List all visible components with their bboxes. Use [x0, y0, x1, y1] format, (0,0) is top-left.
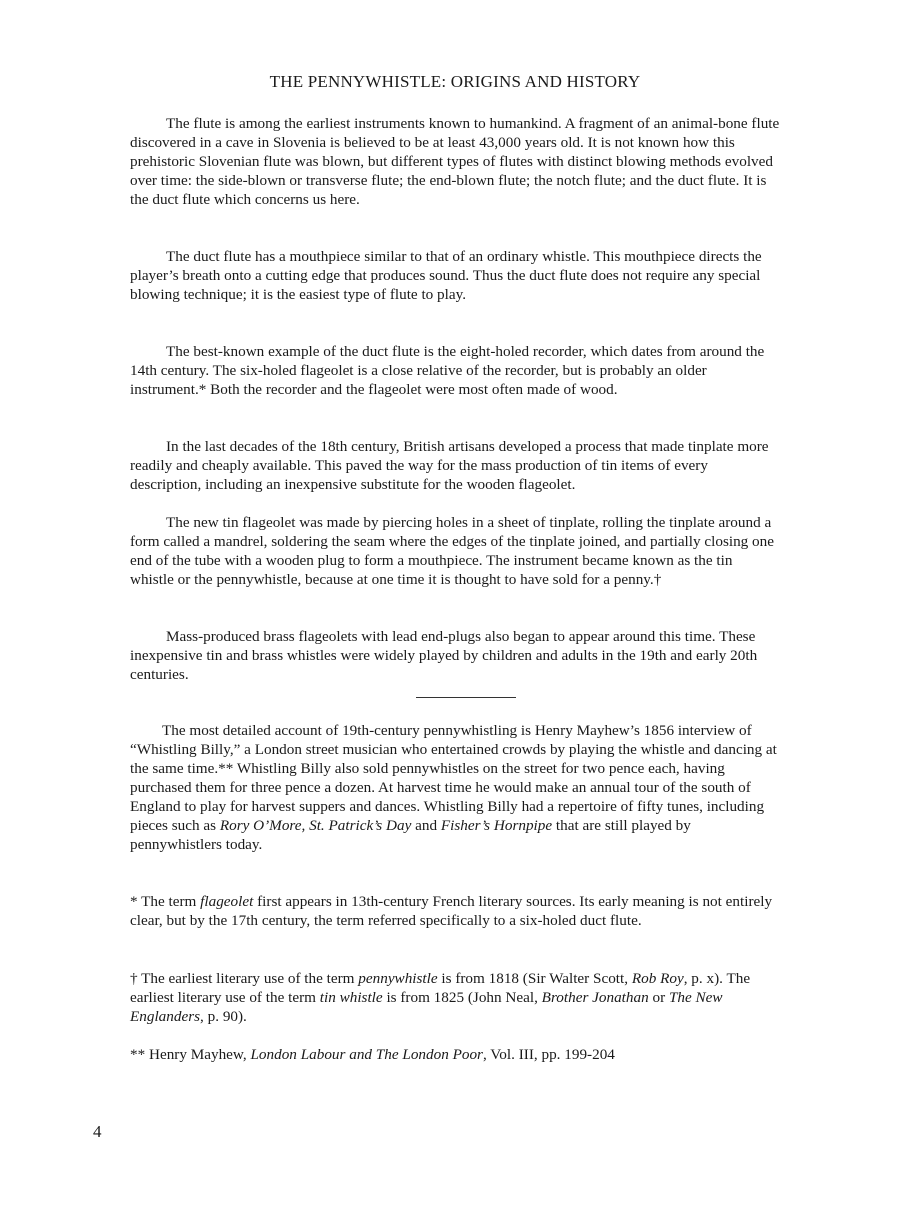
paragraph-tinplate: In the last decades of the 18th century, British artisans developed a process that made tinplate more readily and cheaply available. This paved the way for the mass production of tin items of every description, including an inexpensive substitute for the wooden flageolet.	[130, 438, 769, 493]
paragraph-recorder-flageolet: The best-known example of the duct flute is the eight-holed recorder, which dates from around the 14th century. The six-holed flageolet is a close relative of the recorder, but is probably an older instrument.* Both the recorder and the flageolet were most often made of wood.	[130, 343, 765, 398]
paragraph-tin-flageolet: The new tin flageolet was made by piercing holes in a sheet of tinplate, rolling the tinplate around a form called a mandrel, soldering the seam where the edges of the tinplate joined, and partially closing one end of the tube with a wooden plug to form a mouthpiece. The instrument became known as the tin whistle or the pennywhistle, because at one time it is thought to have sold for a penny.†	[130, 514, 774, 588]
footnote-term: flageolet	[200, 893, 254, 910]
footnote-book-title: London Labour and The London Poor	[250, 1046, 483, 1063]
paragraph-brass-flageolets: Mass-produced brass flageolets with lead end-plugs also began to appear around this time. These inexpensive tin and brass whistles were widely played by children and adults in the 19th and early 20th centuries.	[130, 628, 758, 683]
footnote-pennywhistle	[130, 969, 780, 1026]
footnote-flageolet	[130, 892, 780, 930]
footnote-text: or	[648, 989, 669, 1006]
footnote-book-title: Brother Jonathan	[541, 989, 649, 1006]
mayhew-text-1: The most detailed account of 19th-century pennywhistling is Henry Mayhew’s 1856 interview of “Whistling Billy,” a London street musician who entertained crowds by playing the whistle and dancing at the same time.** Whistling Billy also sold pennywhistles on the street for two pence each, having purchased them for three pence a dozen. At harvest time he would make an annual tour of the south of England to play for harvest suppers and dances. Whistling Billy had a repertoire of fifty tunes, including pieces such as	[130, 722, 777, 834]
paragraph-flute-origins: The flute is among the earliest instruments known to humankind. A fragment of an animal-bone flute discovered in a cave in Slovenia is believed to be at least 43,000 years old. It is not known how this prehistoric Slovenian flute was blown, but different types of flutes with distinct blowing methods evolved over time: the side-blown or transverse flute; the end-blown flute; the notch flute; and the duct flute. It is the duct flute which concerns us here.	[130, 115, 780, 208]
footnote-mayhew	[130, 1045, 780, 1064]
section-divider	[416, 697, 516, 698]
footnote-text: ** Henry Mayhew,	[130, 1046, 251, 1063]
footnote-term: pennywhistle	[358, 970, 438, 987]
footnote-text: is from 1818 (Sir Walter Scott,	[437, 970, 632, 987]
paragraph-duct-flute: The duct flute has a mouthpiece similar to that of an ordinary whistle. This mouthpiece directs the player’s breath onto a cutting edge that produces sound. Thus the duct flute does not require any special blowing technique; it is the easiest type of flute to play.	[130, 248, 762, 303]
footnote-text: , p. 90).	[200, 1008, 247, 1025]
tune-title-rory-omore: Rory O’More, St. Patrick’s Day	[219, 817, 412, 834]
page-number: 4	[93, 1122, 102, 1141]
footnote-text: , Vol. III, pp. 199-204	[482, 1046, 615, 1063]
page-title: THE PENNYWHISTLE: ORIGINS AND HISTORY	[269, 72, 641, 91]
footnote-text: * The term	[130, 893, 201, 910]
footnote-text: first appears in 13th-century French literary sources. Its early meaning is not entirely clear, but by the 17th century, the term referred specifically to a six-holed duct flute.	[130, 893, 773, 929]
footnote-book-title: The New Englanders	[130, 989, 723, 1025]
mayhew-text-3: that are still played by pennywhistlers today.	[130, 817, 691, 853]
footnote-book-title: Rob Roy	[631, 970, 684, 987]
paragraph-whistling-billy	[130, 721, 780, 854]
mayhew-text-2: and	[411, 817, 441, 834]
footnote-term: tin whistle	[319, 989, 383, 1006]
footnote-text: , p. x). The earliest literary use of the term	[130, 970, 751, 1006]
tune-title-fishers-hornpipe: Fisher’s Hornpipe	[440, 817, 553, 834]
footnote-text: † The earliest literary use of the term	[130, 970, 359, 987]
footnote-text: is from 1825 (John Neal,	[382, 989, 542, 1006]
